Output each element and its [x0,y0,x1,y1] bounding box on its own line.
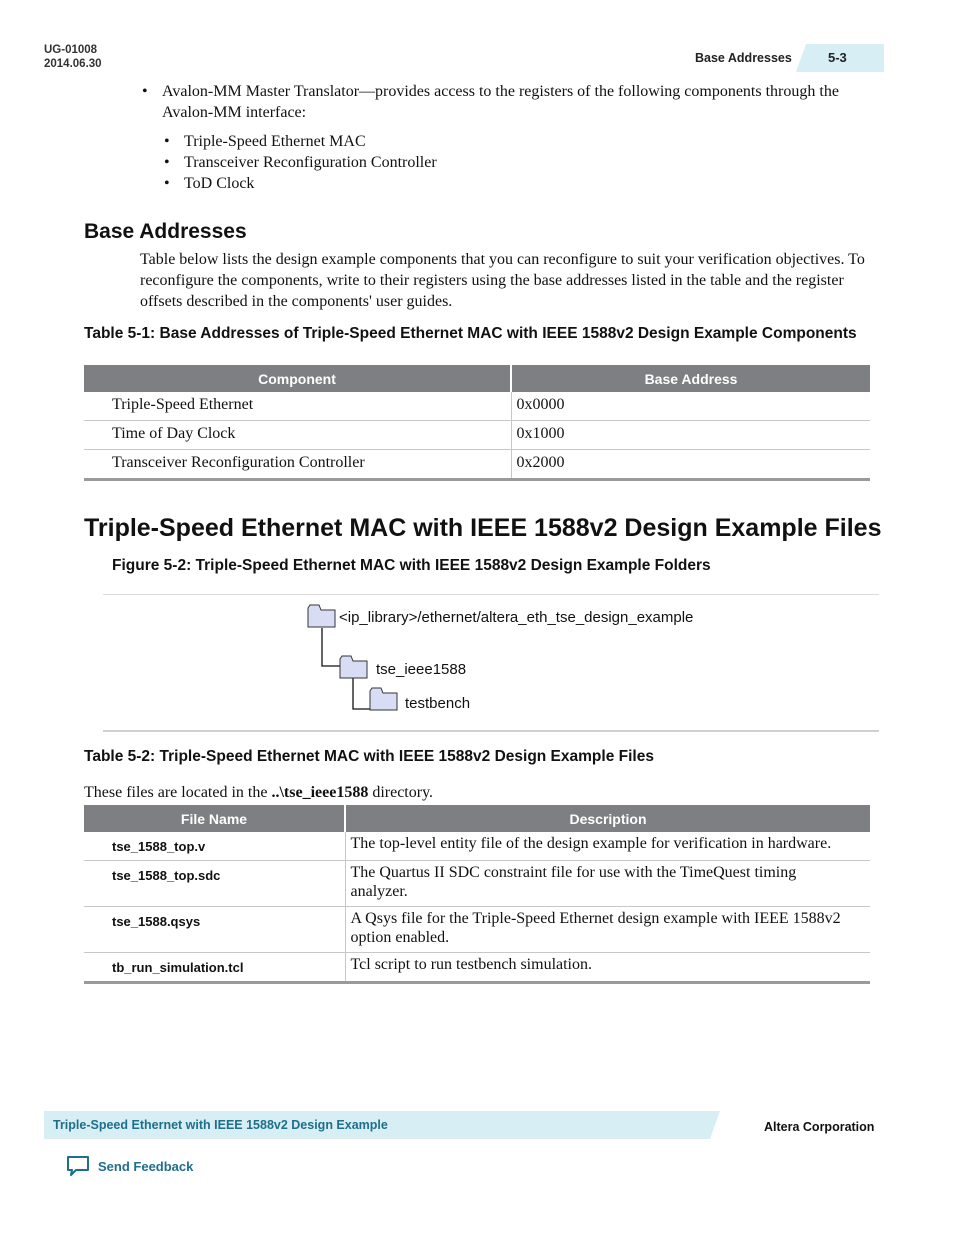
footer-company: Altera Corporation [764,1120,875,1134]
column-header: File Name [84,805,345,832]
section-paragraph: Table below lists the design example components that you can reconfigure to suit your verification objectives. To reconfigure the components, write to their registers using the base addresses listed in the table and the register offsets described in the components' user guides. [140,251,865,310]
header-section-title: Base Addresses [695,51,792,65]
table-cell: Triple-Speed Ethernet [84,392,511,421]
list-item [162,81,877,123]
table-cell: 0x2000 [511,450,870,480]
page-section-heading: Triple-Speed Ethernet MAC with IEEE 1588v2 Design Example Files [84,514,882,542]
list-item: • Transceiver Reconfiguration Controller [184,152,877,173]
table-row [84,450,870,480]
folder-icon [369,687,399,712]
column-header: Description [345,805,870,832]
table-row [84,861,870,907]
column-header: Component [84,365,511,392]
doc-date: 2014.06.30 [44,58,102,70]
file-name-cell: tse_1588_top.v [84,832,345,861]
speech-bubble-icon [66,1155,90,1177]
location-prefix: These files are located in the [84,784,272,801]
tree-connector [353,678,370,709]
description-cell: A Qsys file for the Triple-Speed Ethernet design example with IEEE 1588v2 option enabled. [345,907,870,953]
table-caption: Table 5-2: Triple-Speed Ethernet MAC with IEEE 1588v2 Design Example Files [84,748,654,765]
files-table [84,805,870,984]
folder-label-tse: tse_ieee1588 [376,661,467,678]
table-row [84,907,870,953]
table-header-row [84,805,870,832]
column-header: Base Address [511,365,870,392]
file-name-cell: tse_1588.qsys [84,907,345,953]
table-cell: Transceiver Reconfiguration Controller [84,450,511,480]
table-row [84,832,870,861]
figure-caption: Figure 5-2: Triple-Speed Ethernet MAC with IEEE 1588v2 Design Example Folders [112,557,711,574]
page-number: 5-3 [828,50,847,65]
base-address-table [84,365,870,481]
table-cell: Time of Day Clock [84,421,511,450]
file-name-cell: tse_1588_top.sdc [84,861,345,907]
section-heading: Base Addresses [84,220,247,243]
table-row [84,953,870,983]
send-feedback-link[interactable] [66,1155,193,1177]
files-location-text [84,782,433,803]
doc-id-block [44,43,102,71]
figure-bottom-rule [103,730,879,732]
list-item: • Triple-Speed Ethernet MAC [184,131,877,152]
table-header-row [84,365,870,392]
file-name-cell: tb_run_simulation.tcl [84,953,345,983]
tree-connector [322,628,340,666]
folder-icon [339,655,369,680]
send-feedback-label: Send Feedback [98,1158,194,1174]
folder-label-testbench: testbench [405,695,471,712]
table-caption: Table 5-1: Base Addresses of Triple-Speed Ethernet MAC with IEEE 1588v2 Design Example Components [84,325,857,342]
table-row [84,421,870,450]
description-cell: The Quartus II SDC constraint file for use with the TimeQuest timing analyzer. [345,861,870,907]
table-cell: 0x0000 [511,392,870,421]
intro-list [162,81,877,194]
location-dir: ..\tse_ieee1588 [271,784,369,801]
list-item: • ToD Clock [184,173,877,194]
list-item-text: Avalon-MM Master Translator—provides access to the registers of the following components through the Avalon-MM interface: [162,83,839,121]
folder-icon [307,604,337,629]
doc-id: UG-01008 [44,44,98,56]
folder-label-root: <ip_library>/ethernet/altera_eth_tse_design_example [339,609,694,626]
location-suffix: directory. [368,784,434,801]
table-row [84,392,870,421]
description-cell: The top-level entity file of the design example for verification in hardware. [345,832,870,861]
figure-top-rule [103,594,879,595]
sub-list [184,131,877,194]
description-cell: Tcl script to run testbench simulation. [345,953,870,983]
table-cell: 0x1000 [511,421,870,450]
footer-doc-title[interactable]: Triple-Speed Ethernet with IEEE 1588v2 Design Example [53,1118,388,1132]
